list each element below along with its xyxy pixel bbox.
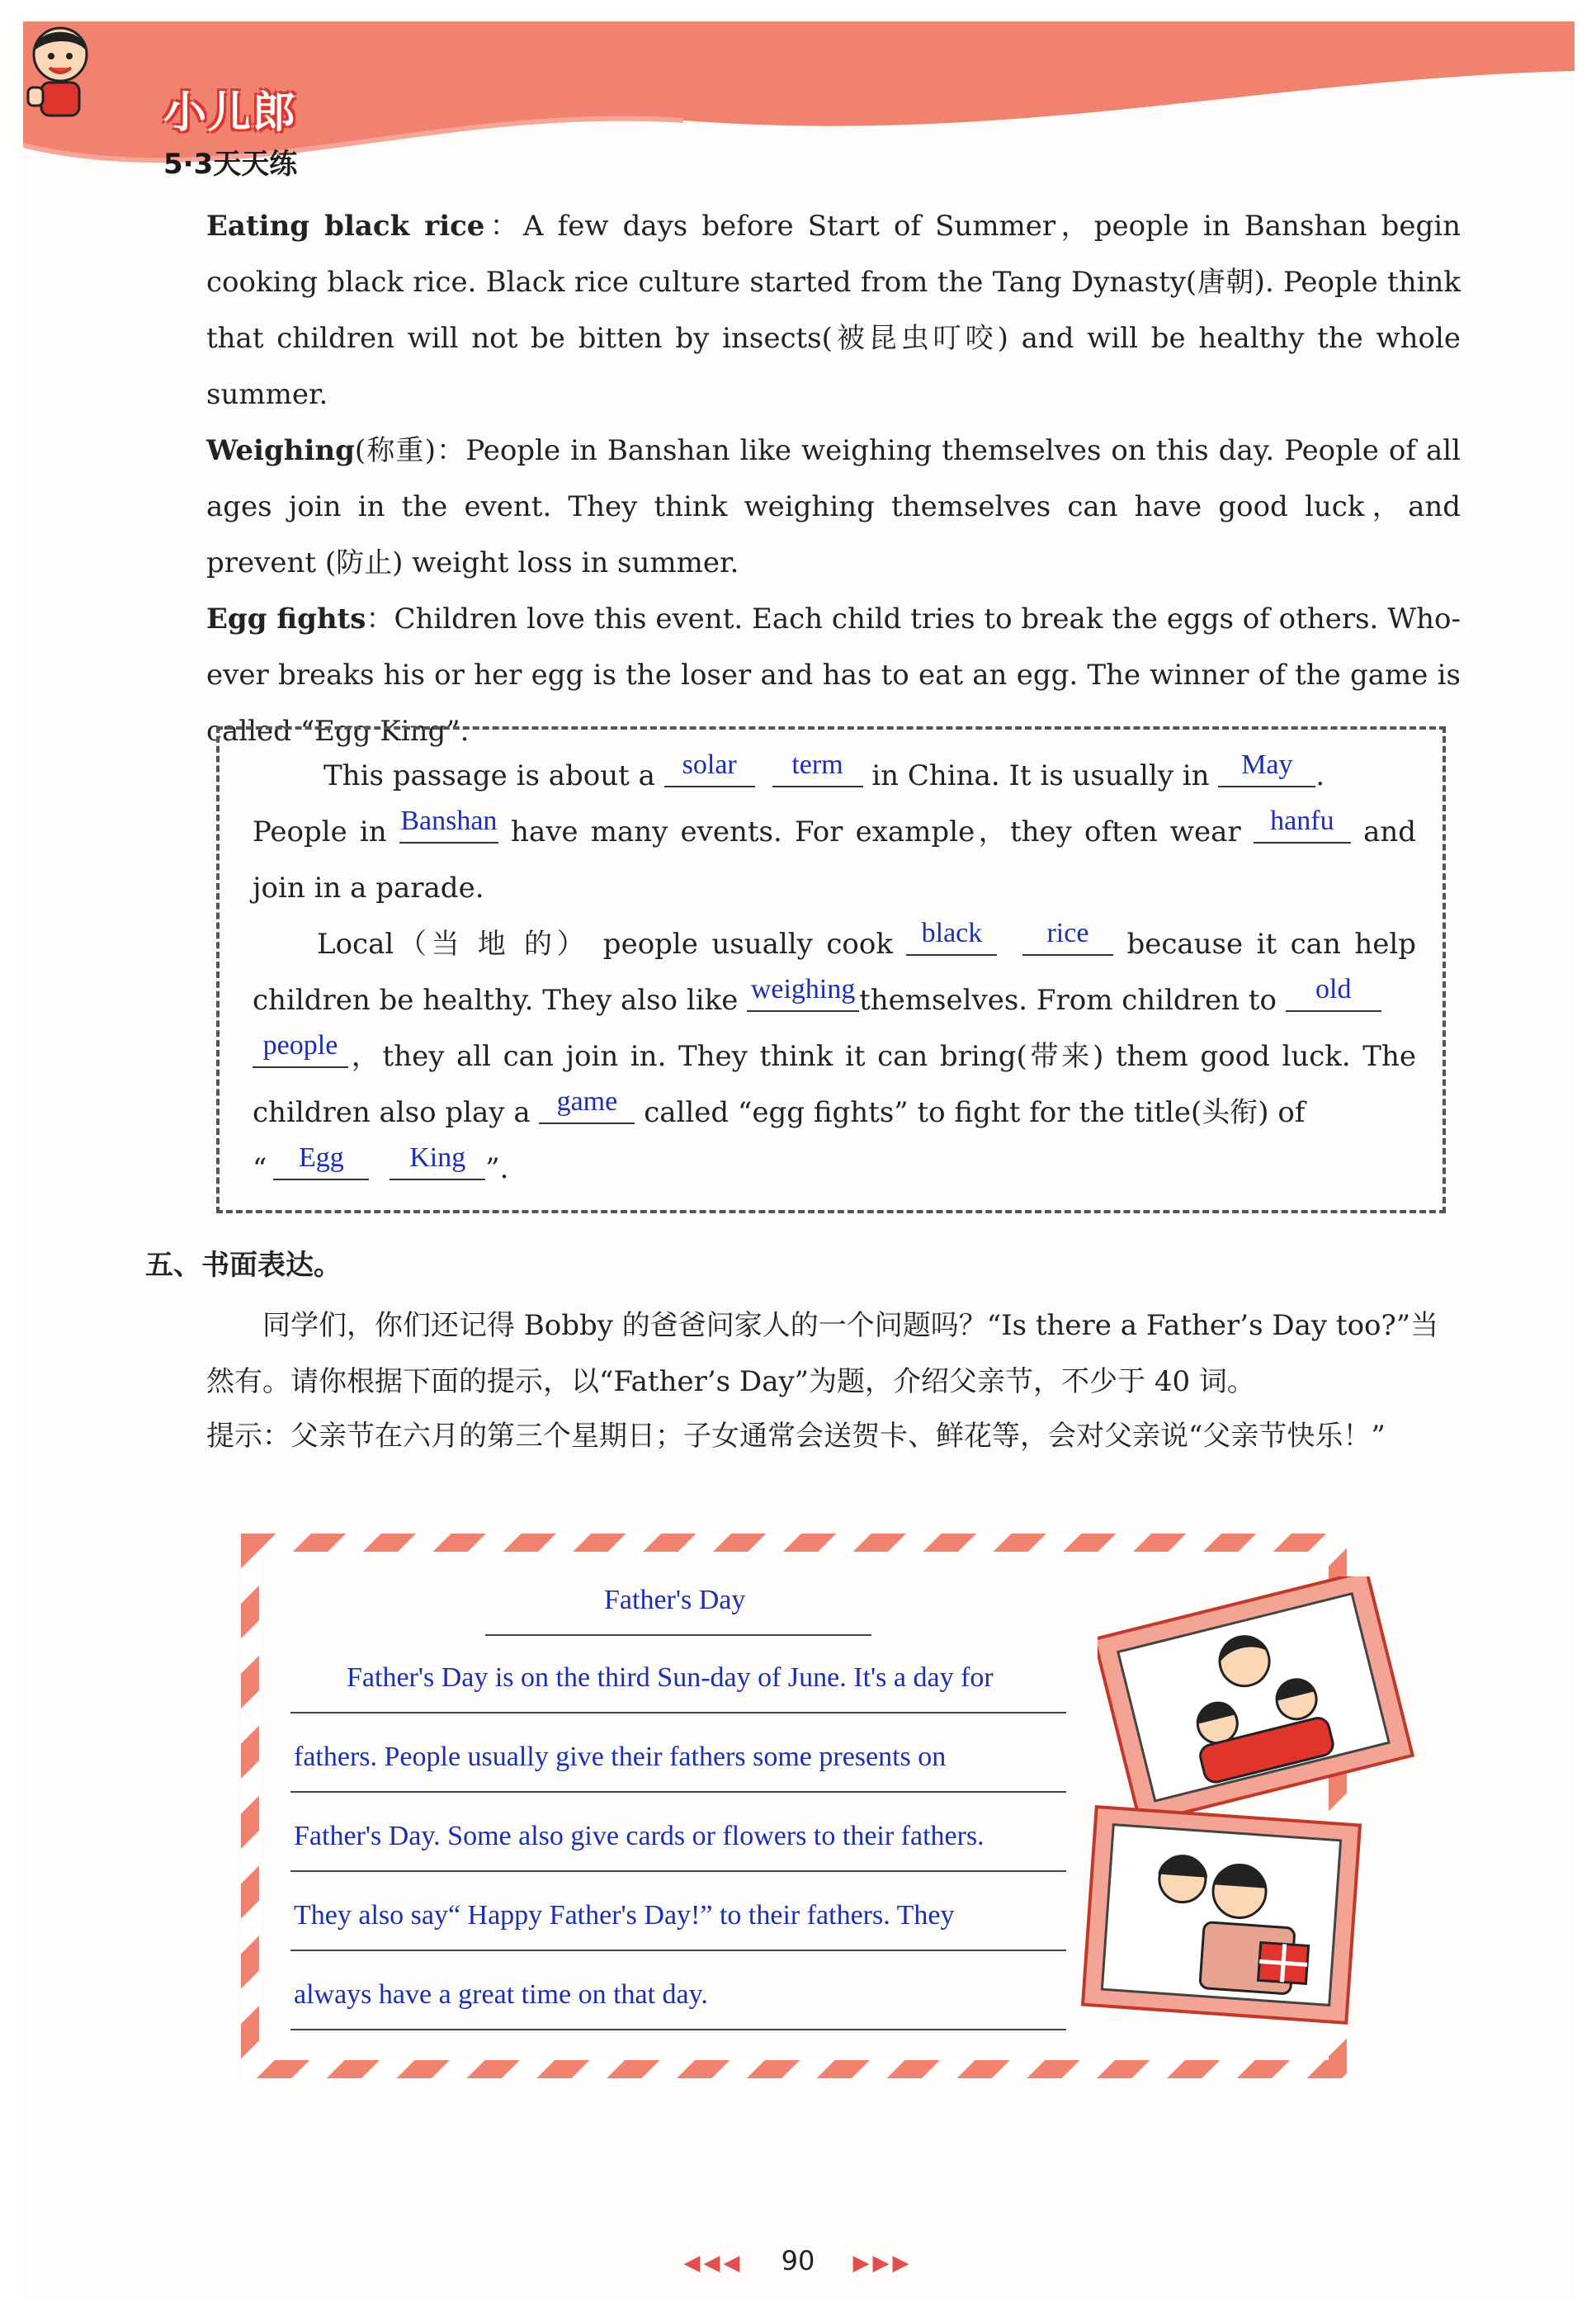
answer-text: weighing (750, 974, 856, 1004)
answer-blank (664, 748, 755, 787)
answer-blank (399, 804, 498, 844)
summary-box (216, 726, 1446, 1213)
paragraph-body: ：A few days before Start of Summer，people in Banshan begin cooking black rice. Black rice culture started from the Tang Dynasty(唐朝). People think that children will not be bitten by insects(被昆虫叮咬) and will be healthy the whole summer. (206, 210, 1461, 411)
summary-text-run: because it can help children be healthy. They also like (253, 928, 1416, 1017)
summary-text (253, 748, 1416, 1197)
header-banner (23, 21, 1575, 195)
answer-blank (772, 748, 863, 787)
essay-line-1: Father's Day is on the third Sun-day of June. It's a day for (347, 1662, 994, 1693)
summary-text-run: This passage is about a (323, 759, 655, 792)
title-line (485, 1634, 871, 1636)
answer-blank (1022, 916, 1113, 956)
boy-thumbs-up-icon (23, 21, 97, 121)
section-hint (206, 1408, 1461, 1464)
answer-text: Egg (299, 1142, 344, 1173)
brand-subtitle: 5·3天天练 (163, 148, 298, 181)
family-hug-photo-icon (1098, 1576, 1419, 1824)
answer-text: King (409, 1142, 466, 1173)
paragraph-weighing (206, 423, 1461, 591)
right-arrows-icon: ▶▶▶ (852, 2251, 913, 2276)
left-arrows-icon: ◀◀◀ (683, 2251, 744, 2276)
answer-blank (273, 1141, 369, 1180)
summary-text-run: have many events. For example，they often wear (511, 815, 1241, 848)
answer-text: rice (1046, 918, 1089, 948)
brand-logo (163, 78, 297, 182)
writing-line (290, 1791, 1066, 1793)
writing-line (290, 1712, 1066, 1713)
answer-blank (1254, 804, 1351, 844)
passage-text (206, 198, 1461, 759)
summary-text-run: Local（当 地 的） people usually cook (317, 928, 893, 961)
page-number: 90 (781, 2245, 815, 2276)
writing-line (290, 1950, 1066, 1951)
answer-text: Banshan (400, 806, 498, 836)
hint-label: 提示： (206, 1420, 290, 1453)
summary-text-run: ，they all can join in. They think it can bring(带来) them good luck. The children also play a (253, 1040, 1416, 1129)
brand-name: 小儿郎 (163, 88, 298, 138)
paragraph-body: (称重)：People in Banshan like weighing themselves on this day. People of all ages join in the event. They think weighing themselves can have good luck，and prevent (防止) weight loss in summer. (206, 434, 1461, 579)
answer-blank (539, 1085, 635, 1124)
answer-blank (1218, 748, 1315, 787)
answer-blank (1286, 972, 1381, 1012)
writing-line (290, 2029, 1066, 2030)
essay-title: Father's Day (604, 1585, 746, 1615)
hint-text: 父亲节在六月的第三个星期日；子女通常会送贺卡、鲜花等，会对父亲说“父亲节快乐！” (290, 1420, 1386, 1453)
writing-line (290, 1870, 1066, 1872)
gift-photo-icon (1073, 1799, 1370, 2030)
answer-text: term (791, 749, 843, 780)
essay-line-3: Father's Day. Some also give cards or flowers to their fathers. (294, 1821, 985, 1851)
section-intro: 同学们，你们还记得 Bobby 的爸爸问家人的一个问题吗？“Is there a Father’s Day too?”当然有。请你根据下面的提示，以“Father’s Day”为题，介绍父亲节，不少于 40 词。 (206, 1309, 1439, 1398)
summary-text-run: in China. It is usually in (871, 759, 1210, 792)
page-footer (0, 2245, 1596, 2276)
answer-blank (747, 972, 859, 1012)
summary-text-run: themselves. From children to (859, 984, 1277, 1017)
paragraph-eating-black-rice (206, 198, 1461, 423)
answer-text: solar (682, 749, 737, 780)
answer-text: game (556, 1086, 618, 1117)
answer-blank (906, 916, 997, 956)
summary-text-run: called “egg fights” to fight for the title(头衔) of (644, 1096, 1306, 1129)
heading-weighing: Weighing (206, 434, 355, 467)
summary-paragraph-1: This passage is about a solar term in China. It is usually in May . People in Banshan have many events. For example，they often wear hanfu and join in a parade. (253, 749, 1416, 905)
essay-line-5: always have a great time on that day. (294, 1979, 708, 2010)
answer-blank (390, 1141, 485, 1180)
section-title: 五、书面表达。 (145, 1249, 342, 1282)
answer-text: hanfu (1270, 806, 1334, 836)
answer-blank (253, 1028, 348, 1068)
paragraph-body: ：Children love this event. Each child tries to break the eggs of others. Who-ever breaks his or her egg is the loser and has to eat an egg. The winner of the game is called “Egg King”. (206, 603, 1461, 748)
answer-text: May (1241, 749, 1293, 780)
answer-text: people (262, 1030, 338, 1061)
essay-line-2: fathers. People usually give their fathers some presents on (294, 1742, 947, 1772)
summary-text-run: and join in a parade. (253, 815, 1416, 905)
summary-text-run: People in (253, 815, 387, 848)
essay-line-4: They also say“ Happy Father's Day!” to their fathers. They (294, 1900, 955, 1931)
answer-text: black (921, 918, 983, 948)
summary-paragraph-2: Local（当 地 的） people usually cook black rice because it can help children be healthy. They also like weighing themselves. From children to old people ，they all can join in. They think it can bring(带来) them good luck. The children also play a game called “egg fights” to fight for the title(头衔) of “ Egg King ”. (253, 918, 1416, 1185)
heading-egg-fights: Egg fights (206, 603, 366, 636)
answer-text: old (1315, 974, 1352, 1004)
heading-eating-black-rice: Eating black rice (206, 210, 485, 243)
